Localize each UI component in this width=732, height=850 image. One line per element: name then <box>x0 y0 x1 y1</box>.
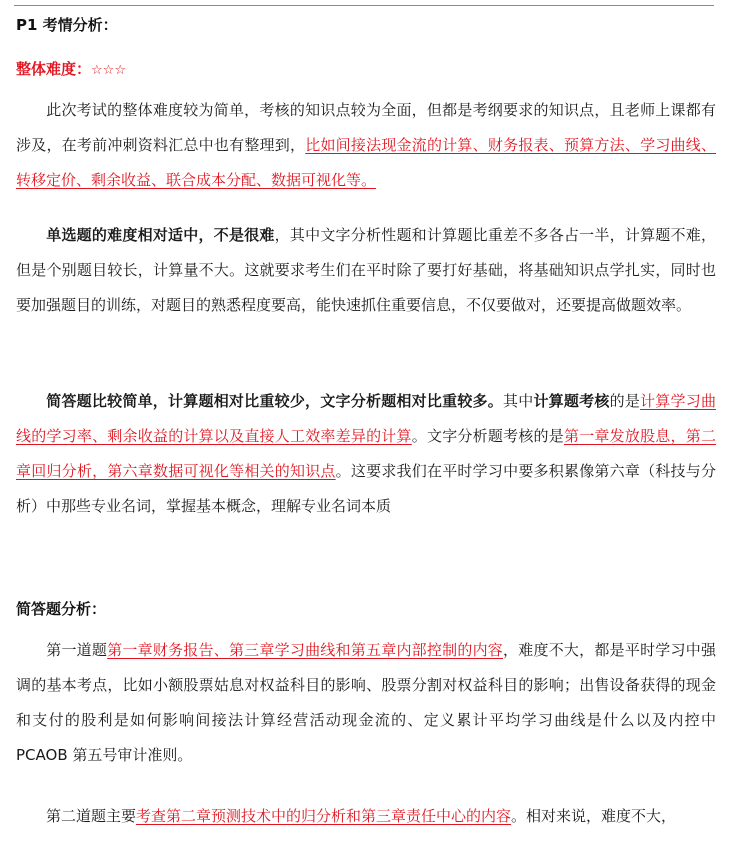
top-divider <box>14 5 714 6</box>
question-one-highlight: 第一章财务报告、第三章学习曲线和第五章内部控制的内容 <box>107 641 504 659</box>
question-one-paragraph <box>16 633 716 773</box>
question-one-text-2: ，难度不大，都是平时学习中强调的基本考点，比如小额股票姑息对权益科目的影响、股票分割对权益科目的影响；出售设备获得的现金和支付的股利是如何影响间接法计算经营活动现金流的、定义累计平均学习曲线是什么以及内控中 PCAOB 第五号审计准则。 <box>16 641 716 764</box>
single-choice-bold: 单选题的难度相对适中，不是很难 <box>46 226 275 244</box>
overview-text: 此次考试的整体难度较为简单，考核的知识点较为全面，但都是考纲要求的知识点，且老师上课都有涉及，在考前冲刺资料汇总中也有整理到， <box>16 101 716 154</box>
question-two-text-1: 第二道题主要 <box>46 807 137 825</box>
question-two-paragraph <box>16 799 716 834</box>
overview-highlight: 比如间接法现金流的计算、财务报表、预算方法、学习曲线、转移定价、剩余收益、联合成本分配、数据可视化等。 <box>16 136 716 189</box>
short-answer-paragraph <box>16 384 716 524</box>
calc-topics-highlight: 计算学习曲线的学习率、剩余收益的计算以及直接人工效率差异的计算 <box>16 392 716 445</box>
short-answer-bold-2: 计算题考核 <box>533 392 610 410</box>
question-one-text-1: 第一道题 <box>46 641 108 659</box>
short-answer-text-4: 。这要求我们在平时学习中要多积累像第六章（科技与分析）中那些专业名词，掌握基本概念，理解专业名词本质 <box>16 462 716 515</box>
question-two-highlight: 考查第二章预测技术中的归分析和第三章责任中心的内容 <box>136 807 512 825</box>
single-choice-paragraph <box>16 218 716 323</box>
difficulty-label: 整体难度： <box>16 60 92 78</box>
short-answer-bold: 简答题比较简单，计算题相对比重较少，文字分析题相对比重较多。 <box>46 392 503 410</box>
short-answer-text-2: 的是 <box>609 392 641 410</box>
difficulty-line <box>16 59 126 81</box>
short-answer-text-1: 其中 <box>503 392 534 410</box>
difficulty-stars: ☆☆☆ <box>91 63 126 78</box>
text-topics-highlight: 第一章发放股息，第二章回归分析，第六章数据可视化等相关的知识点 <box>16 427 716 480</box>
short-answer-text-3: 。文字分析题考核的是 <box>411 427 564 445</box>
question-two-text-2: 。相对来说，难度不大， <box>511 807 677 825</box>
p1-heading: P1 考情分析： <box>16 16 118 34</box>
single-choice-text: ，其中文字分析性题和计算题比重差不多各占一半，计算题不难，但是个别题目较长，计算量不大。这就要求考生们在平时除了要打好基础，将基础知识点学扎实，同时也要加强题目的训练，对题目的熟悉程度要高，能快速抓住重要信息，不仅要做对，还要提高做题效率。 <box>16 226 716 314</box>
short-answer-analysis-heading: 简答题分析： <box>16 600 107 618</box>
overview-paragraph <box>16 93 716 198</box>
